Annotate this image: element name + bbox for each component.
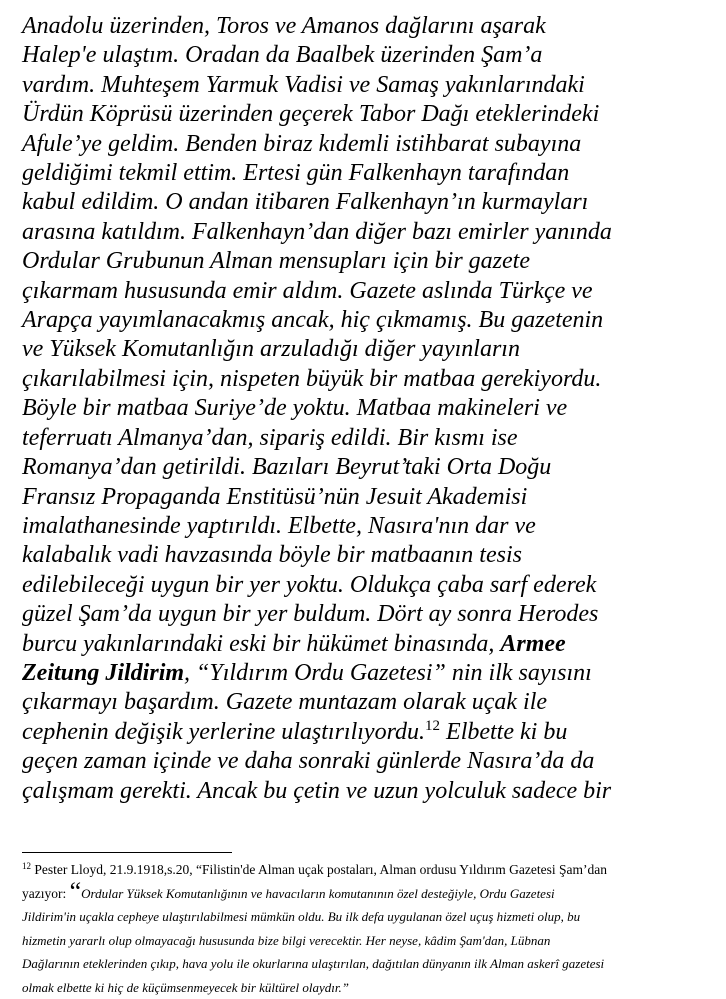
text-line: Afule’ye geldim. Benden biraz kıdemli istihbarat subayına [22, 130, 722, 159]
text-line-start: burcu yakınlarındaki eski bir hükümet binasında, [22, 631, 500, 657]
newspaper-name-bold: Armee [500, 631, 565, 657]
text-line: çıkarmayı başardım. Gazete muntazam olarak uçak ile [22, 688, 722, 717]
text-line: ve Yüksek Komutanlığın arzuladığı diğer yayınların [22, 335, 722, 364]
text-line: çıkarmam hususunda emir aldım. Gazete aslında Türkçe ve [22, 277, 722, 306]
footnote-line [22, 882, 722, 906]
text-line [22, 630, 722, 659]
footnote-quote: Jildirim'in uçakla cepheye ulaştırılabilmesi mümkün oldu. Bu ilk defa uygulanan özel uçuş hizmeti olup, bu [22, 905, 722, 929]
text-line [22, 718, 722, 747]
text-line: Anadolu üzerinden, Toros ve Amanos dağlarını aşarak [22, 12, 722, 41]
text-line: vardım. Muhteşem Yarmuk Vadisi ve Samaş yakınlarındaki [22, 71, 722, 100]
text-line: kalabalık vadi havzasında böyle bir matbaanın tesis [22, 541, 722, 570]
text-line: Arapça yayımlanacakmış ancak, hiç çıkmamış. Bu gazetenin [22, 306, 722, 335]
footnote-reference[interactable]: 12 [425, 718, 440, 734]
text-line: çalışmam gerekti. Ancak bu çetin ve uzun yolculuk sadece bir [22, 777, 722, 806]
main-text [22, 12, 722, 806]
text-line-rest: Elbette ki bu [440, 719, 567, 745]
footnote-quote: Dağlarının eteklerinden çıkıp, hava yolu ile okurlarına ulaştırılan, dağıtılan dünyanın ilk Alman askerî gazetesi [22, 952, 722, 976]
text-line: imalathanesinde yaptırıldı. Elbette, Nasıra'nın dar ve [22, 512, 722, 541]
text-line: Fransız Propaganda Enstitüsü’nün Jesuit Akademisi [22, 483, 722, 512]
text-line: güzel Şam’da uygun bir yer buldum. Dört ay sonra Herodes [22, 600, 722, 629]
text-line: edilebileceği uygun bir yer yoktu. Oldukça çaba sarf ederek [22, 571, 722, 600]
footnote-number: 12 [22, 861, 31, 871]
footnote [22, 858, 722, 999]
text-line: Ordular Grubunun Alman mensupları için bir gazete [22, 247, 722, 276]
text-line: Böyle bir matbaa Suriye’de yoktu. Matbaa makineleri ve [22, 394, 722, 423]
footnote-quote: hizmetin yararlı olup olmayacağı hususunda bize bilgi verecektir. Her neyse, kâdim Şam'dan, Lübnan [22, 929, 722, 953]
footnote-quote: olmak elbette ki hiç de küçümsenmeyecek bir kültürel olaydır.” [22, 976, 722, 999]
text-line: çıkarılabilmesi için, nispeten büyük bir matbaa gerekiyordu. [22, 365, 722, 394]
text-line: teferruatı Almanya’dan, sipariş edildi. Bir kısmı ise [22, 424, 722, 453]
newspaper-name-bold: Zeitung Jildirim [22, 660, 184, 686]
text-line: geldiğimi tekmil ettim. Ertesi gün Falkenhayn tarafından [22, 159, 722, 188]
footnote-lead: yazıyor: [22, 886, 70, 901]
footnote-line [22, 858, 722, 882]
text-line-start: cephenin değişik yerlerine ulaştırılıyordu. [22, 719, 425, 745]
text-line-rest: , “Yıldırım Ordu Gazetesi” nin ilk sayısını [184, 660, 592, 686]
open-quote-mark: “ [70, 877, 82, 906]
footnote-separator [22, 852, 232, 853]
text-line: Ürdün Köprüsü üzerinden geçerek Tabor Dağı eteklerindeki [22, 100, 722, 129]
text-line: arasına katıldım. Falkenhayn’dan diğer bazı emirler yanında [22, 218, 722, 247]
footnote-quote: Ordular Yüksek Komutanlığının ve havacıların komutanının özel desteğiyle, Ordu Gazetesi [81, 886, 554, 901]
footnote-source: Pester Lloyd, 21.9.1918,s.20, “Filistin'de Alman uçak postaları, Alman ordusu Yıldırım Gazetesi Şam’dan [31, 862, 607, 877]
text-line: kabul edildim. O andan itibaren Falkenhayn’ın kurmayları [22, 188, 722, 217]
text-line: geçen zaman içinde ve daha sonraki günlerde Nasıra’da da [22, 747, 722, 776]
text-line: Halep'e ulaştım. Oradan da Baalbek üzerinden Şam’a [22, 41, 722, 70]
text-line: Romanya’dan getirildi. Bazıları Beyrut’taki Orta Doğu [22, 453, 722, 482]
text-line [22, 659, 722, 688]
